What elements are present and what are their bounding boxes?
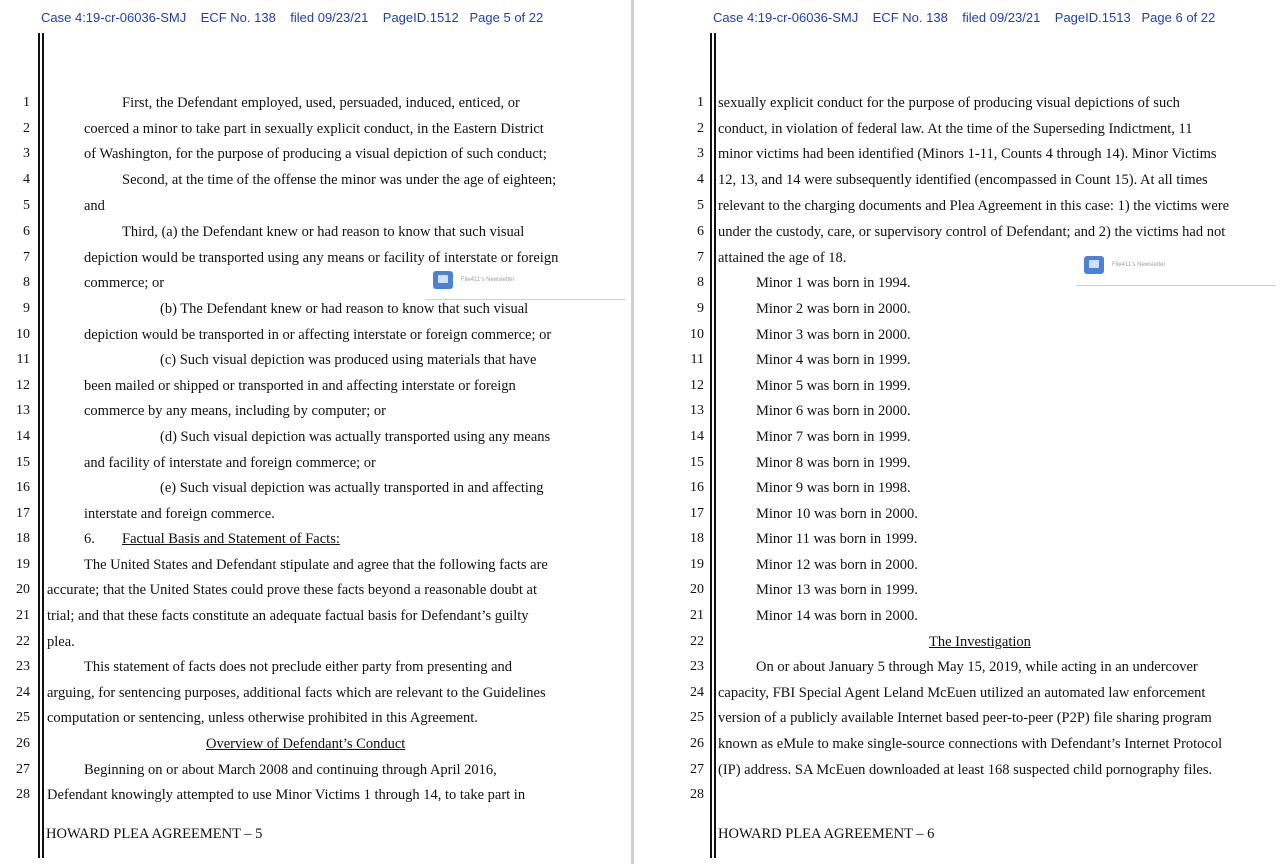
line-number: 23 bbox=[16, 659, 30, 674]
line-number: 2 bbox=[23, 121, 30, 136]
line-number: 18 bbox=[690, 531, 704, 546]
watermark-rule bbox=[426, 299, 626, 300]
text-line: (IP) address. SA McEuen downloaded at least 168 suspected child pornography files. bbox=[718, 762, 1213, 778]
line-number: 28 bbox=[16, 787, 30, 802]
newsletter-logo-icon bbox=[1084, 256, 1104, 274]
line-number: 2 bbox=[697, 121, 704, 136]
text-line: Minor 12 was born in 2000. bbox=[756, 557, 918, 573]
text-line: depiction would be transported using any means or facility of interstate or foreign bbox=[84, 250, 559, 266]
line-number: 26 bbox=[690, 736, 704, 751]
text-line: 12, 13, and 14 were subsequently identified (encompassed in Count 15). At all times bbox=[718, 172, 1208, 188]
margin-rule bbox=[714, 33, 716, 858]
line-number: 20 bbox=[690, 582, 704, 597]
text-line: Minor 4 was born in 1999. bbox=[756, 352, 911, 368]
line-number: 24 bbox=[690, 685, 704, 700]
text-line: Minor 9 was born in 1998. bbox=[756, 480, 911, 496]
text-line: of Washington, for the purpose of producing a visual depiction of such conduct; bbox=[84, 146, 547, 162]
line-number: 13 bbox=[16, 403, 30, 418]
section-heading: The Investigation bbox=[929, 634, 1031, 650]
section-heading: Overview of Defendant’s Conduct bbox=[206, 736, 406, 752]
newsletter-logo-icon bbox=[433, 271, 453, 289]
text-line: Minor 7 was born in 1999. bbox=[756, 429, 911, 445]
text-line: sexually explicit conduct for the purpose of producing visual depictions of such bbox=[718, 95, 1180, 111]
line-number: 24 bbox=[16, 685, 30, 700]
text-line: The United States and Defendant stipulate and agree that the following facts are bbox=[84, 557, 548, 573]
line-number: 14 bbox=[690, 429, 704, 444]
text-line: 6. bbox=[84, 531, 95, 547]
line-number: 27 bbox=[690, 762, 704, 777]
watermark-rule bbox=[1076, 285, 1276, 286]
text-line: commerce by any means, including by computer; or bbox=[84, 403, 386, 419]
text-line: Minor 5 was born in 1999. bbox=[756, 378, 911, 394]
left-page bbox=[0, 0, 631, 864]
text-line: coerced a minor to take part in sexually explicit conduct, in the Eastern District bbox=[84, 121, 544, 137]
line-number: 15 bbox=[690, 455, 704, 470]
line-number: 8 bbox=[23, 275, 30, 290]
watermark-label: File411’s Newsletter bbox=[1112, 262, 1166, 268]
text-line: arguing, for sentencing purposes, additional facts which are relevant to the Guidelines bbox=[47, 685, 546, 701]
text-line: Minor 13 was born in 1999. bbox=[756, 582, 918, 598]
line-number: 17 bbox=[690, 506, 704, 521]
text-line: trial; and that these facts constitute an adequate factual basis for Defendant’s guilty bbox=[47, 608, 529, 624]
line-number: 22 bbox=[690, 634, 704, 649]
text-line: interstate and foreign commerce. bbox=[84, 506, 275, 522]
line-number: 23 bbox=[690, 659, 704, 674]
section-heading: Factual Basis and Statement of Facts: bbox=[122, 531, 340, 547]
text-line: (d) Such visual depiction was actually transported using any means bbox=[160, 429, 551, 445]
text-line: Beginning on or about March 2008 and continuing through April 2016, bbox=[84, 762, 497, 778]
margin-rule bbox=[710, 33, 712, 858]
line-number: 21 bbox=[16, 608, 30, 623]
text-line: plea. bbox=[47, 634, 75, 650]
line-number: 5 bbox=[23, 198, 30, 213]
text-line: conduct, in violation of federal law. At the time of the Superseding Indictment, 11 bbox=[718, 121, 1193, 137]
text-line: Second, at the time of the offense the minor was under the age of eighteen; bbox=[122, 172, 557, 188]
line-number: 25 bbox=[16, 710, 30, 725]
line-number: 4 bbox=[23, 172, 30, 187]
line-number: 1 bbox=[697, 95, 704, 110]
text-line: First, the Defendant employed, used, persuaded, induced, enticed, or bbox=[122, 95, 520, 111]
text-line: Minor 10 was born in 2000. bbox=[756, 506, 918, 522]
text-line: capacity, FBI Special Agent Leland McEuen utilized an automated law enforcement bbox=[718, 685, 1206, 701]
line-number: 11 bbox=[690, 352, 704, 367]
text-line: computation or sentencing, unless otherwise prohibited in this Agreement. bbox=[47, 710, 478, 726]
text-line: been mailed or shipped or transported in and affecting interstate or foreign bbox=[84, 378, 516, 394]
text-line: Minor 6 was born in 2000. bbox=[756, 403, 911, 419]
watermark-label: File411’s Newsletter bbox=[461, 277, 515, 283]
text-line: (e) Such visual depiction was actually transported in and affecting bbox=[160, 480, 544, 496]
text-line: attained the age of 18. bbox=[718, 250, 847, 266]
line-number: 17 bbox=[16, 506, 30, 521]
line-number: 25 bbox=[690, 710, 704, 725]
line-number: 8 bbox=[697, 275, 704, 290]
line-number: 13 bbox=[690, 403, 704, 418]
line-number: 16 bbox=[16, 480, 30, 495]
line-number: 27 bbox=[16, 762, 30, 777]
text-line: minor victims had been identified (Minors 1-11, Counts 4 through 14). Minor Victims bbox=[718, 146, 1217, 162]
text-line: version of a publicly available Internet based peer-to-peer (P2P) file sharing program bbox=[718, 710, 1212, 726]
text-line: Third, (a) the Defendant knew or had reason to know that such visual bbox=[122, 224, 525, 240]
text-line: depiction would be transported in or affecting interstate or foreign commerce; or bbox=[84, 327, 552, 343]
text-line: under the custody, care, or supervisory control of Defendant; and 2) the victims had not bbox=[718, 224, 1226, 240]
line-number: 7 bbox=[23, 250, 30, 265]
page-footer: HOWARD PLEA AGREEMENT – 5 bbox=[46, 826, 263, 842]
line-number: 14 bbox=[16, 429, 30, 444]
text-line: Minor 2 was born in 2000. bbox=[756, 301, 911, 317]
line-number: 6 bbox=[697, 224, 704, 239]
line-number: 10 bbox=[690, 327, 704, 342]
line-number: 18 bbox=[16, 531, 30, 546]
newsletter-watermark bbox=[433, 271, 514, 289]
line-number: 15 bbox=[16, 455, 30, 470]
text-line: and facility of interstate and foreign commerce; or bbox=[84, 455, 376, 471]
line-number: 4 bbox=[697, 172, 704, 187]
right-page bbox=[634, 0, 1280, 864]
line-number: 20 bbox=[16, 582, 30, 597]
text-line: Minor 8 was born in 1999. bbox=[756, 455, 911, 471]
text-line: accurate; that the United States could prove these facts beyond a reasonable doubt at bbox=[47, 582, 537, 598]
text-line: (b) The Defendant knew or had reason to know that such visual bbox=[160, 301, 529, 317]
text-line: Minor 1 was born in 1994. bbox=[756, 275, 911, 291]
line-number: 9 bbox=[23, 301, 30, 316]
line-number: 21 bbox=[690, 608, 704, 623]
line-number: 22 bbox=[16, 634, 30, 649]
text-line: This statement of facts does not preclude either party from presenting and bbox=[84, 659, 513, 675]
case-header: Case 4:19-cr-06036-SMJ ECF No. 138 filed 09/23/21 PageID.1513 Page 6 of 22 bbox=[713, 10, 1216, 25]
line-number: 9 bbox=[697, 301, 704, 316]
line-number: 10 bbox=[16, 327, 30, 342]
text-line: relevant to the charging documents and Plea Agreement in this case: 1) the victims were bbox=[718, 198, 1230, 214]
newsletter-watermark bbox=[1084, 256, 1165, 274]
line-number: 6 bbox=[23, 224, 30, 239]
line-number: 11 bbox=[16, 352, 30, 367]
page-footer: HOWARD PLEA AGREEMENT – 6 bbox=[718, 826, 935, 842]
line-number: 28 bbox=[690, 787, 704, 802]
text-line: Defendant knowingly attempted to use Minor Victims 1 through 14, to take part in bbox=[47, 787, 526, 803]
text-line: (c) Such visual depiction was produced using materials that have bbox=[160, 352, 537, 368]
text-line: Minor 3 was born in 2000. bbox=[756, 327, 911, 343]
line-number: 3 bbox=[697, 146, 704, 161]
text-line: known as eMule to make single-source connections with Defendant’s Internet Protocol bbox=[718, 736, 1223, 752]
line-number: 12 bbox=[16, 378, 30, 393]
text-line: commerce; or bbox=[84, 275, 165, 291]
line-number: 1 bbox=[23, 95, 30, 110]
margin-rule bbox=[42, 33, 44, 858]
line-number: 7 bbox=[697, 250, 704, 265]
line-number: 26 bbox=[16, 736, 30, 751]
line-number: 19 bbox=[16, 557, 30, 572]
case-header: Case 4:19-cr-06036-SMJ ECF No. 138 filed 09/23/21 PageID.1512 Page 5 of 22 bbox=[41, 10, 544, 25]
margin-rule bbox=[38, 33, 40, 858]
text-line: and bbox=[84, 198, 105, 214]
text-line: Minor 11 was born in 1999. bbox=[756, 531, 918, 547]
text-line: Minor 14 was born in 2000. bbox=[756, 608, 918, 624]
line-number: 12 bbox=[690, 378, 704, 393]
text-line: On or about January 5 through May 15, 2019, while acting in an undercover bbox=[756, 659, 1198, 675]
line-number: 3 bbox=[23, 146, 30, 161]
line-number: 5 bbox=[697, 198, 704, 213]
line-number: 19 bbox=[690, 557, 704, 572]
line-number: 16 bbox=[690, 480, 704, 495]
